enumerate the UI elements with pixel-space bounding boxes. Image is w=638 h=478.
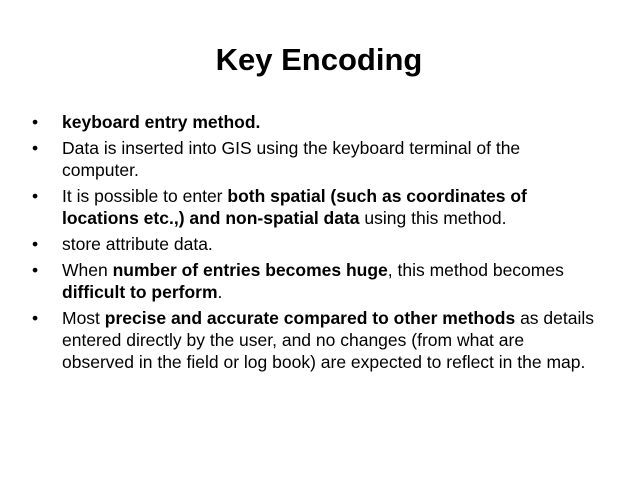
bullet-text: as details entered directly by the user, and no changes (from what are observed in the field or log book) are expected to reflect in the map. xyxy=(62,308,594,372)
bullet-icon: • xyxy=(32,308,39,328)
bullet-list xyxy=(32,111,598,377)
bullet-text: using this method. xyxy=(359,208,507,228)
bullet-text-bold: precise and accurate compared to other methods xyxy=(104,308,516,328)
bullet-text: Most xyxy=(62,308,105,328)
bullet-text: It is possible to enter xyxy=(62,186,228,206)
bullet-text: , this method becomes xyxy=(387,260,564,280)
bullet-item xyxy=(32,233,598,255)
bullet-text-bold: keyboard entry method. xyxy=(62,112,261,132)
bullet-icon: • xyxy=(32,234,39,254)
bullet-item xyxy=(32,111,598,133)
bullet-text-bold: difficult to perform xyxy=(62,282,218,302)
bullet-icon: • xyxy=(32,260,39,280)
bullet-text: Data is inserted into GIS using the keyboard terminal of the computer. xyxy=(62,138,521,180)
bullet-item xyxy=(32,185,598,229)
bullet-icon: • xyxy=(32,112,39,132)
bullet-text-bold: number of entries becomes huge xyxy=(112,260,388,280)
bullet-text-bold: both spatial (such as coordinates of locations etc.,) and non-spatial data xyxy=(62,186,527,228)
bullet-item xyxy=(32,307,598,373)
bullet-item xyxy=(32,259,598,303)
bullet-text: . xyxy=(217,282,223,302)
bullet-icon: • xyxy=(32,138,39,158)
bullet-text: store attribute data. xyxy=(62,234,213,254)
bullet-item xyxy=(32,137,598,181)
bullet-icon: • xyxy=(32,186,39,206)
bullet-text: When xyxy=(62,260,113,280)
slide-title: Key Encoding xyxy=(215,42,423,77)
